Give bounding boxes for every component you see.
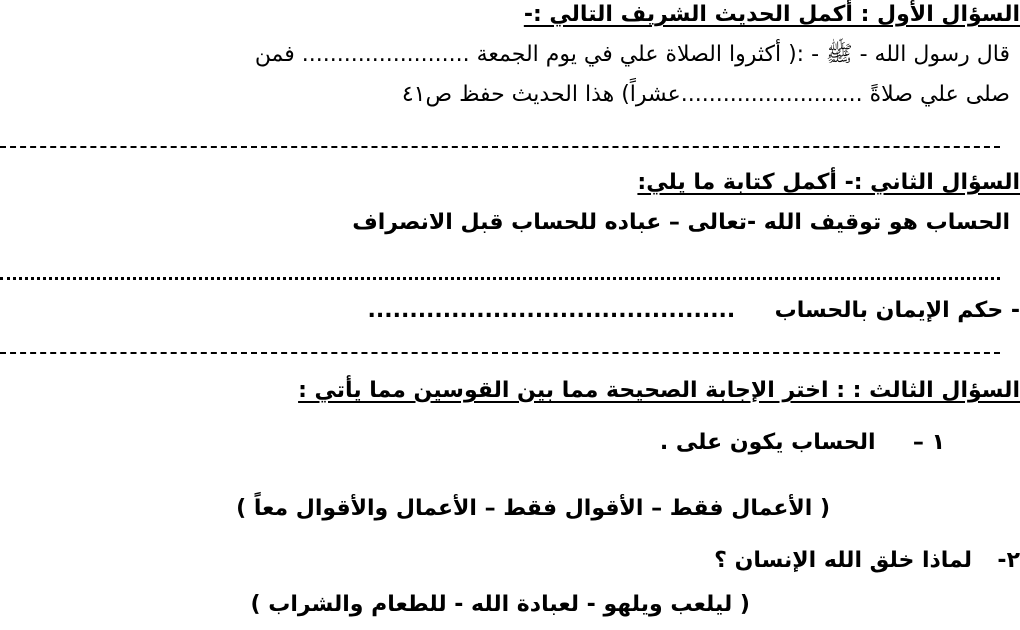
mcq-item-1: [660, 428, 945, 458]
ruling-row: [368, 296, 1020, 326]
hisab-definition: الحساب هو توقيف الله -تعالى – عباده للحساب قبل الانصراف: [352, 210, 1010, 235]
section-divider: [0, 146, 1000, 148]
hadith-line-1: قال رسول الله - ﷺ - :( أكثروا الصلاة علي في يوم الجمعة ........................ فمن: [254, 42, 1010, 67]
mcq-item-1-options: ( الأعمال فقط – الأقوال فقط – الأعمال والأقوال معاً ): [236, 496, 830, 521]
question-2-title: السؤال الثاني :- أكمل كتابة ما يلي:: [637, 170, 1020, 195]
mcq-item-1-number: ١ –: [912, 430, 945, 455]
hadith-line-2: صلى علي صلاةً ..........................عشراً) هذا الحديث حفظ ص٤١: [401, 82, 1010, 107]
mcq-item-2-options: ( ليلعب ويلهو - لعبادة الله - للطعام والشراب ): [250, 592, 750, 617]
mcq-item-1-question: الحساب يكون على .: [659, 430, 876, 455]
question-3-title: السؤال الثالث : : اختر الإجابة الصحيحة مما بين القوسين مما يأتي :: [298, 378, 1020, 403]
mcq-item-2: [714, 546, 1020, 576]
question-1-title: السؤال الأول : أكمل الحديث الشريف التالي :-: [523, 2, 1020, 27]
ruling-blank: ............................................: [367, 298, 736, 323]
section-divider: [0, 352, 1000, 354]
mcq-item-2-question: لماذا خلق الله الإنسان ؟: [714, 548, 973, 573]
mcq-item-2-number: ٢-: [997, 548, 1020, 573]
answer-dotted-line: [0, 277, 1000, 280]
ruling-label: - حكم الإيمان بالحساب: [774, 298, 1020, 323]
